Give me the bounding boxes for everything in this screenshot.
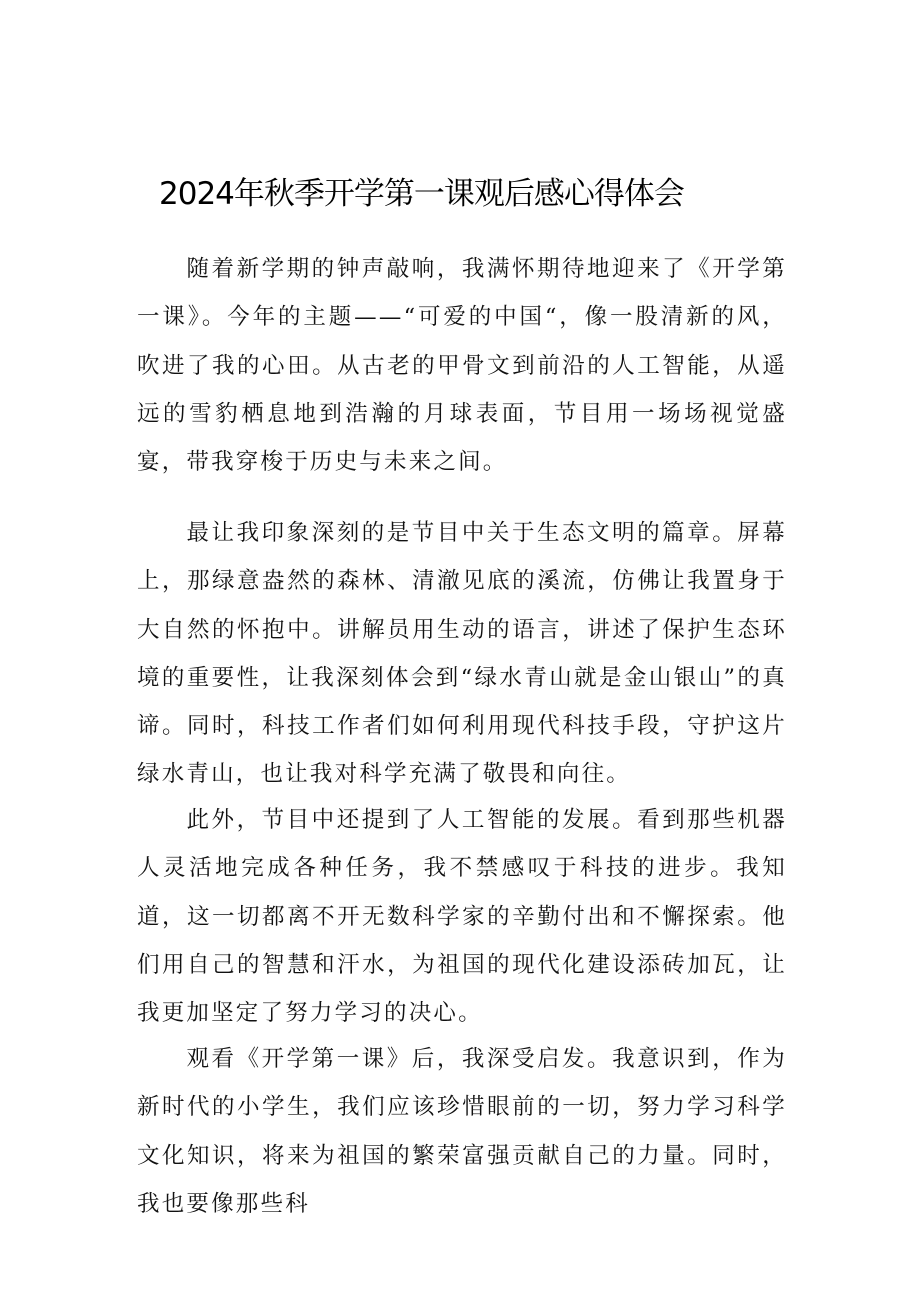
document-title: 2024年秋季开学第一课观后感心得体会 (159, 176, 684, 212)
paragraph-2-container (137, 509, 787, 799)
paragraph-1: 随着新学期的钟声敲响，我满怀期待地迎来了《开学第一课》。今年的主题——“可爱的中国“，像一股清新的风，吹进了我的心田。从古老的甲骨文到前沿的人工智能，从遥远的雪豹栖息地到浩瀚的月球表面，节目用一场场视觉盛宴，带我穿梭于历史与未来之间。 (137, 256, 787, 476)
paragraph-1-container (137, 245, 787, 486)
paragraph-3: 此外，节目中还提到了人工智能的发展。看到那些机器人灵活地完成各种任务，我不禁感叹于科技的进步。我知道，这一切都离不开无数科学家的辛勤付出和不懈探索。他们用自己的智慧和汗水，为祖国的现代化建设添砖加瓦，让我更加坚定了努力学习的决心。 (137, 807, 787, 1027)
paragraph-3-container (137, 796, 787, 1037)
paragraph-2: 最让我印象深刻的是节目中关于生态文明的篇章。屏幕上，那绿意盎然的森林、清澈见底的溪流，仿佛让我置身于大自然的怀抱中。讲解员用生动的语言，讲述了保护生态环境的重要性，让我深刻体会到“绿水青山就是金山银山”的真谛。同时，科技工作者们如何利用现代科技手段，守护这片绿水青山，也让我对科学充满了敬畏和向往。 (137, 520, 787, 788)
paragraph-4-container (137, 1035, 787, 1228)
paragraph-4: 观看《开学第一课》后，我深受启发。我意识到，作为新时代的小学生，我们应该珍惜眼前的一切，努力学习科学文化知识，将来为祖国的繁荣富强贡献自己的力量。同时，我也要像那些科 (137, 1046, 787, 1217)
